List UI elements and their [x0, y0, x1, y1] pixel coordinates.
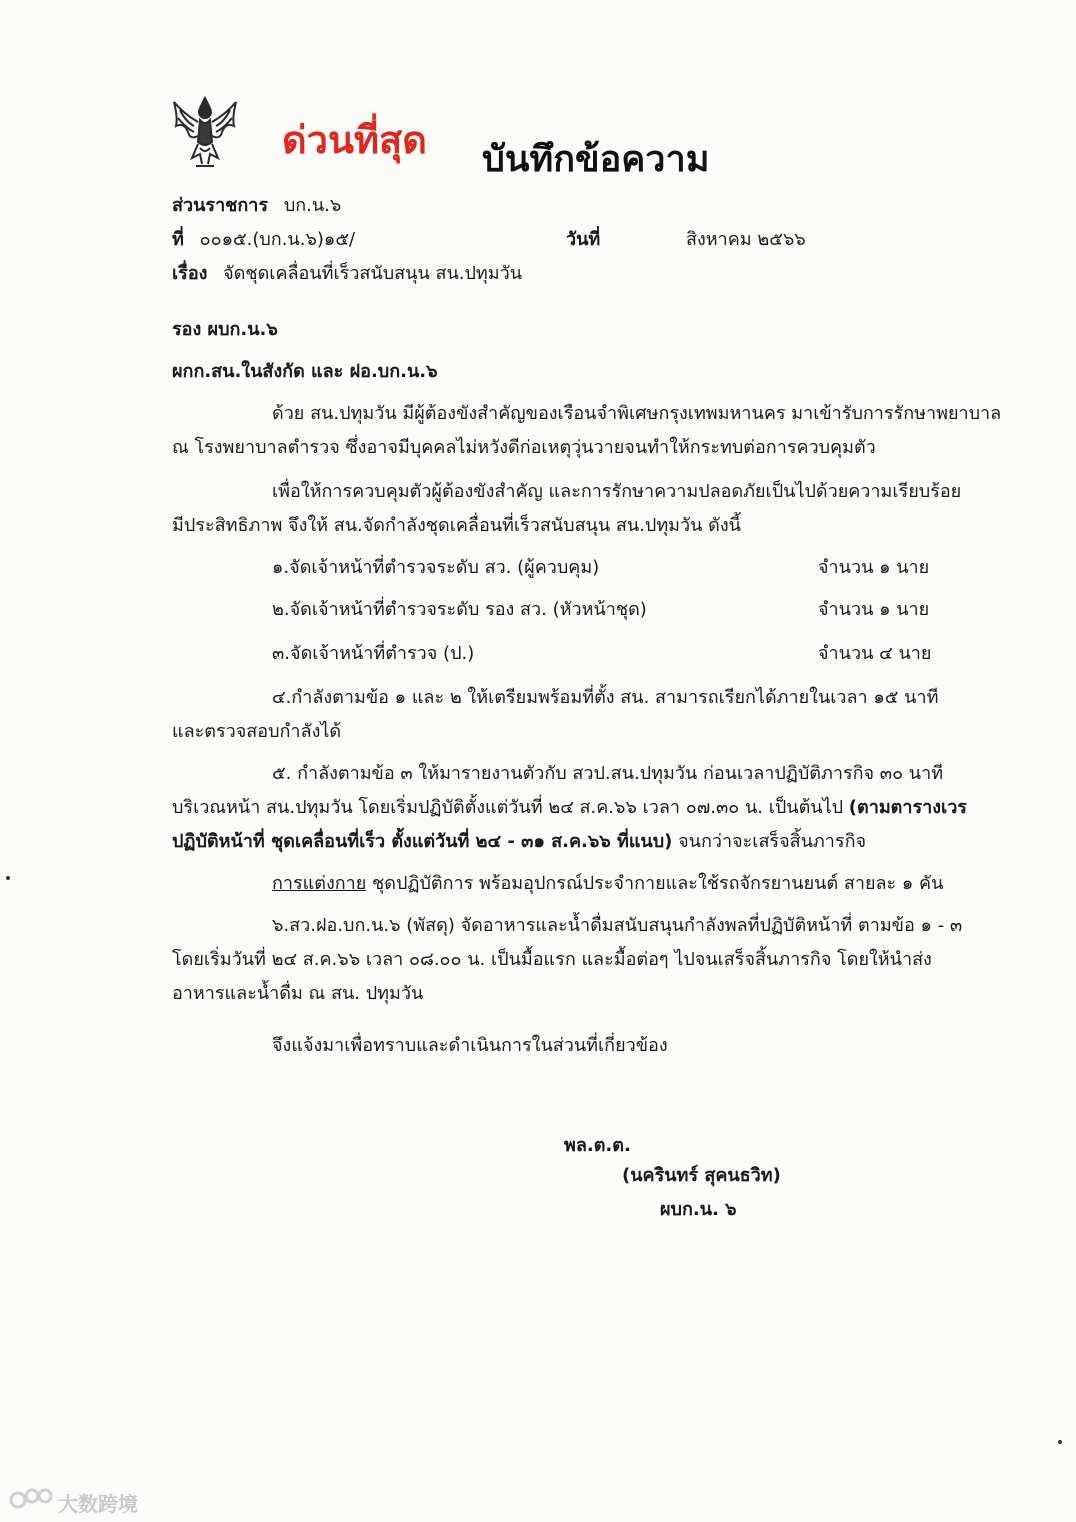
dress-code-line: [272, 872, 943, 896]
closing-line: จึงแจ้งมาเพื่อทราบและดำเนินการในส่วนที่เกี่ยวข้อง: [272, 1035, 668, 1056]
date-value: สิงหาคม ๒๕๖๖: [686, 229, 806, 250]
item-2-count: จำนวน ๑ นาย: [818, 599, 930, 620]
signature-name: (นครินทร์ สุคนธวิท): [622, 1165, 781, 1186]
paragraph-4-line-2: และตรวจสอบกำลังได้: [172, 721, 342, 742]
item-1-text: ๑.จัดเจ้าหน้าที่ตำรวจระดับ สว. (ผู้ควบคุม): [272, 557, 600, 578]
recipient-line-2: ผกก.สน.ในสังกัด และ ฝอ.บก.น.๖: [172, 361, 438, 382]
paragraph-5-line-3: [172, 830, 866, 854]
paragraph-2-line-1: เพื่อให้การควบคุมตัวผู้ต้องขังสำคัญ และการรักษาความปลอดภัยเป็นไปด้วยความเรียบร้อย: [272, 481, 962, 502]
paragraph-5-line-2: [172, 796, 967, 820]
reference-label: ที่: [172, 229, 184, 250]
agency-row: [172, 194, 341, 218]
date-label: วันที่: [566, 229, 601, 250]
scan-speck: [6, 876, 10, 880]
dress-code-label: การแต่งกาย: [272, 873, 367, 894]
urgent-stamp: ด่วนที่สุด: [282, 118, 427, 162]
paragraph-6-line-1: ๖.สว.ฝอ.บก.น.๖ (พัสดุ) จัดอาหารและน้ำดื่มสนับสนุนกำลังพลที่ปฏิบัติหน้าที่ ตามข้อ ๑ - ๓: [272, 915, 963, 936]
subject-value: จัดชุดเคลื่อนที่เร็วสนับสนุน สน.ปทุมวัน: [223, 263, 523, 284]
item-1-count: จำนวน ๑ นาย: [818, 557, 930, 578]
watermark-logo-icon: [8, 1484, 56, 1512]
scan-speck: [1058, 1440, 1062, 1444]
item-3-text: ๓.จัดเจ้าหน้าที่ตำรวจ (ป.): [272, 643, 475, 664]
memo-title: บันทึกข้อความ: [482, 139, 710, 180]
paragraph-1-line-2: ณ โรงพยาบาลตำรวจ ซึ่งอาจมีบุคคลไม่หวังดีก่อเหตุวุ่นวายจนทำให้กระทบต่อการควบคุมตัว: [172, 437, 876, 458]
recipient-line-1: รอง ผบก.น.๖: [172, 319, 278, 340]
item-2-text: ๒.จัดเจ้าหน้าที่ตำรวจระดับ รอง สว. (หัวหน้าชุด): [272, 599, 647, 620]
paragraph-4-line-1: ๔.กำลังตามข้อ ๑ และ ๒ ให้เตรียมพร้อมที่ตั้ง สน. สามารถเรียกได้ภายในเวลา ๑๕ นาที: [272, 687, 939, 708]
dress-code-text: ชุดปฏิบัติการ พร้อมอุปกรณ์ประจำกายและใช้รถจักรยานยนต์ สายละ ๑ คัน: [366, 873, 944, 894]
paragraph-5-line-2-bold: (ตามตารางเวร: [848, 797, 967, 818]
paragraph-1-line-1: ด้วย สน.ปทุมวัน มีผู้ต้องขังสำคัญของเรือนจำพิเศษกรุงเทพมหานคร มาเข้ารับการรักษาพยาบาล: [272, 403, 1002, 424]
reference-number: ๐๐๑๕.(บก.น.๖)๑๕/: [199, 229, 356, 250]
garuda-emblem-icon: [170, 92, 240, 170]
paragraph-5-line-2-text: บริเวณหน้า สน.ปทุมวัน โดยเริ่มปฏิบัติตั้งแต่วันที่ ๒๔ ส.ค.๖๖ เวลา ๐๗.๓๐ น. เป็นต้นไป: [172, 797, 849, 818]
reference-row: [172, 228, 355, 252]
paragraph-5-line-1: ๕. กำลังตามข้อ ๓ ให้มารายงานตัวกับ สวป.สน.ปทุมวัน ก่อนเวลาปฏิบัติภารกิจ ๓๐ นาที: [272, 763, 944, 784]
item-3-count: จำนวน ๔ นาย: [818, 643, 932, 664]
signature-position: ผบก.น. ๖: [660, 1199, 737, 1220]
subject-label: เรื่อง: [172, 263, 208, 284]
watermark-text: 大数跨境: [58, 1492, 138, 1516]
agency-label: ส่วนราชการ: [172, 195, 269, 216]
paragraph-5-line-3-bold: ปฏิบัติหน้าที่ ชุดเคลื่อนที่เร็ว ตั้งแต่วันที่ ๒๔ - ๓๑ ส.ค.๖๖ ที่แนบ): [172, 831, 673, 852]
signature-rank: พล.ต.ต.: [564, 1135, 631, 1156]
paragraph-5-line-3-text: จนกว่าจะเสร็จสิ้นภารกิจ: [672, 831, 867, 852]
paragraph-2-line-2: มีประสิทธิภาพ จึงให้ สน.จัดกำลังชุดเคลื่อนที่เร็วสนับสนุน สน.ปทุมวัน ดังนี้: [172, 515, 741, 536]
paragraph-6-line-3: อาหารและน้ำดื่ม ณ สน. ปทุมวัน: [172, 983, 424, 1004]
subject-row: [172, 262, 522, 286]
paragraph-6-line-2: โดยเริ่มวันที่ ๒๔ ส.ค.๖๖ เวลา ๐๘.๐๐ น. เป็นมื้อแรก และมื้อต่อๆ ไปจนเสร็จสิ้นภารกิจ โดยให้นำส่ง: [172, 949, 932, 970]
agency-value: บก.น.๖: [283, 195, 342, 216]
